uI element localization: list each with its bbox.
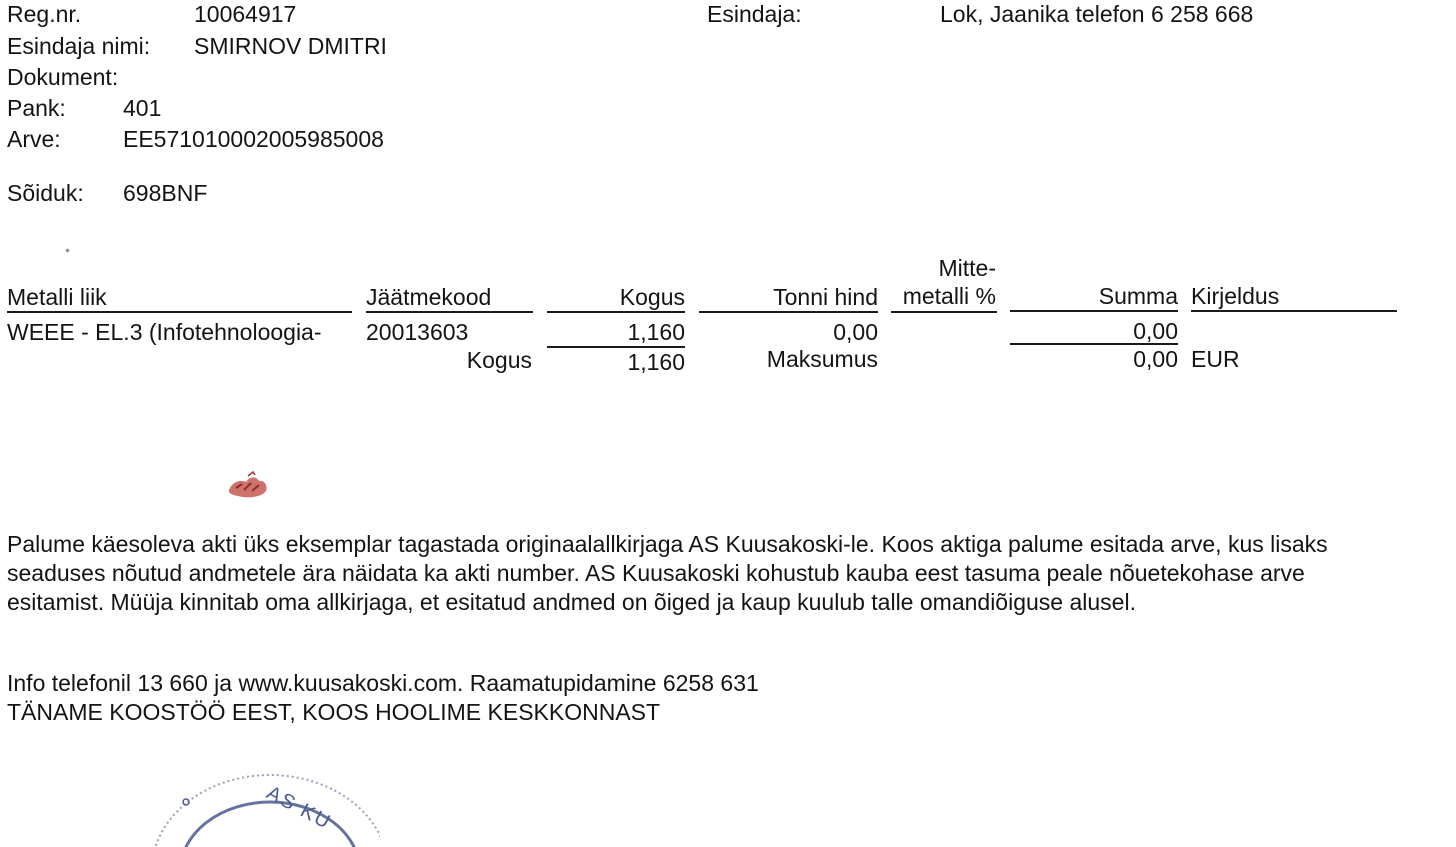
header-underline-tonni-hind — [699, 311, 878, 313]
header-underline-summa — [1010, 310, 1178, 312]
pank-label: Pank: — [7, 95, 66, 121]
totals-maksumus-value: 0,00 — [1133, 346, 1178, 372]
totals-maksumus-label: Maksumus — [766, 346, 878, 372]
col-tonni-hind-header: Tonni hind — [773, 284, 878, 310]
company-stamp — [140, 760, 380, 847]
stamp-text: AS KU — [262, 781, 336, 835]
header-underline-kirjeldus — [1191, 310, 1397, 312]
header-underline-kogus — [547, 311, 685, 313]
totals-line-kogus — [547, 346, 685, 348]
thanks-line: TÄNAME KOOSTÖÖ EEST, KOOS HOOLIME KESKKONNAST — [7, 699, 661, 725]
cell-kogus: 1,160 — [627, 319, 685, 345]
esindaja-nimi-label: Esindaja nimi: — [7, 33, 151, 59]
cell-jaatmekood: 20013603 — [366, 319, 469, 345]
soiduk-label: Sõiduk: — [7, 180, 84, 206]
cell-tonni-hind: 0,00 — [833, 319, 878, 345]
totals-line-summa — [1010, 343, 1178, 345]
arve-value: EE571010002005985008 — [123, 126, 384, 152]
cell-metalli-liik: WEEE - EL.3 (Infotehnoloogia- — [7, 319, 322, 345]
arve-label: Arve: — [7, 126, 61, 152]
header-underline-jaatmekood — [366, 311, 533, 313]
header-underline-metalli-liik — [7, 311, 352, 313]
pank-value: 401 — [123, 95, 162, 121]
col-summa-header: Summa — [1098, 283, 1178, 309]
col-kirjeldus-header: Kirjeldus — [1191, 283, 1280, 309]
col-jaatmekood-header: Jäätmekood — [366, 284, 492, 310]
regnr-label: Reg.nr. — [7, 1, 82, 27]
scan-speck — [65, 248, 69, 252]
col-mittemetalli-header-line2: metalli % — [902, 283, 996, 309]
stamp-ring — [140, 760, 380, 847]
col-metalli-liik-header: Metalli liik — [7, 284, 107, 310]
col-kogus-header: Kogus — [619, 284, 685, 310]
terms-paragraph: Palume käesoleva akti üks eksemplar tagastada originaalallkirjaga AS Kuusakoski-le. Koos aktiga palume esitada arve, kus lisaks seaduses nõutud andmetele ära näidata ka akti number. AS Kuusakoski kohustub kauba eest tasuma peale nõuetekohase arve esitamist. Müüja kinnitab oma allkirjaga, et esitatud andmed on õiged ja kaup kuulub talle omandiõiguse alusel. — [7, 531, 1328, 615]
esindaja-nimi-value: SMIRNOV DMITRI — [194, 33, 387, 59]
col-mittemetalli-header-line1: Mitte- — [938, 255, 996, 281]
totals-kogus-value: 1,160 — [627, 349, 685, 375]
ink-mark — [226, 470, 272, 502]
regnr-value: 10064917 — [194, 1, 297, 27]
totals-kogus-label: Kogus — [466, 347, 532, 373]
esindaja-value: Lok, Jaanika telefon 6 258 668 — [940, 1, 1254, 27]
esindaja-label: Esindaja: — [707, 1, 802, 27]
soiduk-value: 698BNF — [123, 180, 208, 206]
header-underline-mittemetalli — [891, 311, 997, 313]
info-line: Info telefonil 13 660 ja www.kuusakoski.com. Raamatupidamine 6258 631 — [7, 670, 759, 696]
dokument-label: Dokument: — [7, 64, 119, 90]
cell-summa: 0,00 — [1133, 318, 1178, 344]
totals-currency: EUR — [1191, 346, 1240, 372]
